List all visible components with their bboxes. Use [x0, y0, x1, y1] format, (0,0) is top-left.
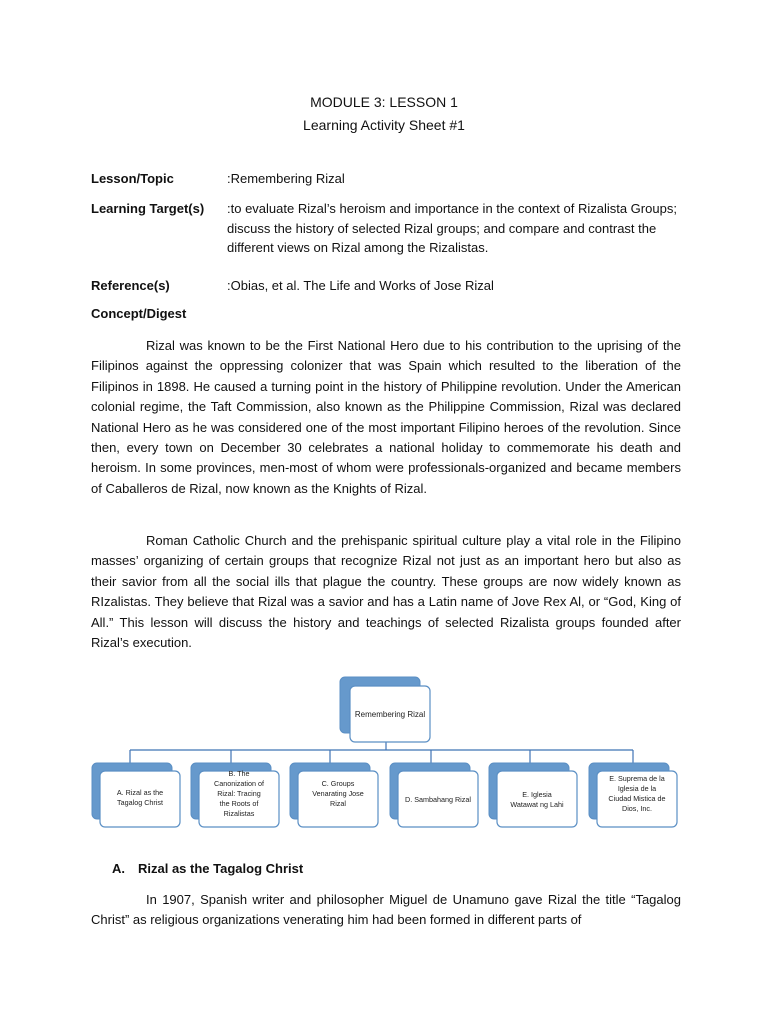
diagram-node-b-label-line: the Roots of [219, 799, 259, 808]
lesson-topic-value: :Remembering Rizal [227, 171, 345, 186]
diagram-node-e [489, 763, 577, 827]
topic-hierarchy-diagram [0, 670, 768, 840]
diagram-root-label: Remembering Rizal [354, 710, 426, 719]
diagram-node-c-label-line: C. Groups [321, 779, 355, 788]
diagram-node-b [191, 763, 279, 827]
diagram-node-b-label-line: Rizal: Tracing [217, 789, 261, 798]
diagram-node-a [92, 763, 180, 827]
concept-heading: Concept/Digest [91, 306, 187, 321]
lesson-topic-label: Lesson/Topic [91, 171, 174, 186]
diagram-node-d [390, 763, 478, 827]
diagram-node-b-label-line: Rizalistas [223, 809, 255, 818]
diagram-node-e-label-line: E. Iglesia [522, 790, 552, 799]
reference-value: :Obias, et al. The Life and Works of Jose Rizal [227, 278, 494, 293]
diagram-node-c-label-line: Rizal [330, 799, 346, 808]
section-a-title: Rizal as the Tagalog Christ [138, 861, 304, 876]
diagram-node-f-label-line: E. Suprema de la [609, 774, 665, 783]
section-a-paragraph: In 1907, Spanish writer and philosopher Miguel de Unamuno gave Rizal the title “Tagalog Christ” as religious organizations venerating him had been formed in different parts of [91, 892, 681, 928]
reference-label: Reference(s) [91, 278, 170, 293]
diagram-node-d-label: D. Sambahang Rizal [405, 795, 471, 804]
svg-text:A. Rizal as theTagalog Christ [117, 788, 163, 807]
concept-paragraph-2: Roman Catholic Church and the prehispanic spiritual culture play a vital role in the Filipino masses’ organizing of certain groups that recognize Rizal not just as an important hero but also as their savior from all the social ills that plague the country. These groups are now widely known as RIzalistas. They believe that Rizal was a savior and has a Latin name of Jove Rex Al, or “God, King of All.” This lesson will discuss the history and teachings of selected Rizalista groups founded after Rizal’s execution. [91, 533, 681, 651]
learning-target-label: Learning Target(s) [91, 201, 205, 216]
learning-target-value: :to evaluate Rizal’s heroism and importance in the context of Rizalista Groups; discuss the history of selected Rizal groups; and compare and contrast the different views on Rizal among the Rizalistas. [227, 201, 677, 255]
diagram-node-b-label-line: B. The [228, 769, 250, 778]
diagram-node-f-label-line: Ciudad Mistica de [608, 794, 666, 803]
section-a-letter: A. [112, 861, 125, 876]
page-title: MODULE 3: LESSON 1 [310, 94, 458, 110]
diagram-node-f-label-line: Iglesia de la [617, 784, 657, 793]
diagram-root-node [340, 677, 430, 742]
diagram-node-b-label-line: Canonization of [214, 779, 264, 788]
diagram-node-a-label-line: Tagalog Christ [117, 798, 163, 807]
diagram-node-f [589, 763, 677, 827]
diagram-node-c-label-line: Venarating Jose [312, 789, 364, 798]
diagram-node-c [290, 763, 378, 827]
concept-paragraph-1: Rizal was known to be the First National Hero due to his contribution to the uprising of the Filipinos against the oppressing colonizer that was Spain which resulted to the liberation of the Filipinos in 1898. He caused a turning point in the history of Philippine revolution. Under the American colonial regime, the Taft Commission, also known as the Philippine Commission, Rizal was declared National Hero as he was considered one of the most important Filipino heroes of the revolution. Since then, every town on December 30 celebrates a national holiday to commemorate his death and heroism. In some provinces, men-most of whom were professionals-organized and became members of Caballeros de Rizal, now known as the Knights of Rizal. [91, 338, 681, 496]
diagram-node-f-label-line: Dios, Inc. [622, 804, 652, 813]
diagram-node-e-label-line: Watawat ng Lahi [510, 800, 564, 809]
section-a-heading [112, 861, 303, 876]
page-subtitle: Learning Activity Sheet #1 [303, 117, 465, 133]
diagram-node-a-label-line: A. Rizal as the [116, 788, 164, 797]
